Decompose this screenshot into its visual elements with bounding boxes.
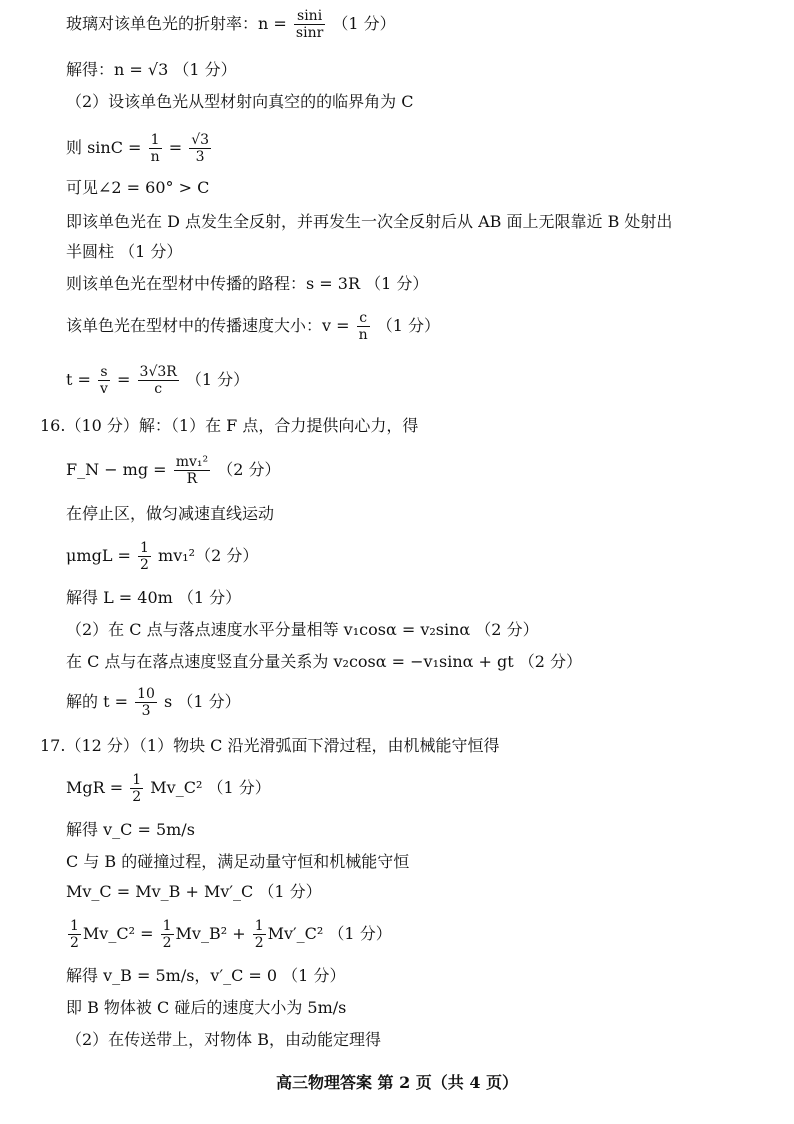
time-result-line: 解的 t = $\frac{10}{3}$ s （1 分） (66, 686, 241, 719)
fraction: $\frac{10}{3}$ (137, 686, 155, 719)
solution-line: 解得：n = √3 （1 分） (66, 60, 237, 79)
page-footer: 高三物理答案 第 2 页（共 4 页） (275, 1073, 519, 1092)
time-line: t = $\frac{s}{v}$ = $\frac{3√3R}{c}$ （1 分） (66, 364, 250, 397)
energy-eq-line: μmgL = $\frac{1}{2}$ mv₁²（2 分） (66, 540, 259, 573)
deceleration-line: 在停止区，做匀减速直线运动 (66, 504, 275, 523)
length-result-line: 解得 L = 40m （1 分） (66, 588, 242, 607)
critical-angle-line: （2）设该单色光从型材射向真空的的临界角为 C (66, 92, 414, 111)
kinetic-energy-line: $\frac{1}{2}$ Mv_C² = $\frac{1}{2}$ Mv_B² + $\frac{1}{2}$ Mv′_C² （1 分） (70, 918, 392, 951)
fraction: $\frac{\sin i}{\sin r}$ (295, 8, 324, 41)
momentum-line: Mv_C = Mv_B + Mv′_C （1 分） (66, 882, 322, 901)
vb-result-line: 解得 v_B = 5m/s，v′_C = 0 （1 分） (66, 966, 346, 985)
fraction: $\frac{1}{2}$ (162, 918, 172, 951)
vc-result-line: 解得 v_C = 5m/s (66, 820, 195, 839)
vertical-velocity-line: 在 C 点与在落点速度竖直分量关系为 v₂cosα = −v₁sinα + gt （2 分） (66, 652, 583, 671)
speed-line: 该单色光在型材中的传播速度大小：v = $\frac{c}{n}$ （1 分） (66, 310, 441, 343)
angle-compare-line: 可见∠2 = 60° > C (66, 178, 210, 197)
refractive-index-line: 玻璃对该单色光的折射率：n = $\frac{\sin i}{\sin r}$ （1 分） (66, 8, 396, 41)
problem-16-heading: 16.（10 分）解：（1）在 F 点，合力提供向心力，得 (40, 416, 419, 435)
total-reflection-line: 即该单色光在 D 点发生全反射，并再发生一次全反射后从 AB 面上无限靠近 B 处射出 (66, 212, 673, 231)
problem-17-heading: 17.（12 分）（1）物块 C 沿光滑弧面下滑过程，由机械能守恒得 (40, 736, 500, 755)
fraction: $\frac{3√3R}{c}$ (139, 364, 177, 397)
fraction: $\frac{c}{n}$ (358, 310, 368, 343)
fraction: $\frac{√3}{3}$ (191, 132, 210, 165)
half-cylinder-line: 半圆柱 （1 分） (66, 242, 183, 261)
fraction: $\frac{1}{2}$ (132, 772, 142, 805)
path-length-line: 则该单色光在型材中传播的路程：s = 3R （1 分） (66, 274, 429, 293)
fraction: $\frac{s}{v}$ (100, 364, 108, 397)
horizontal-velocity-line: （2）在 C 点与落点速度水平分量相等 v₁cosα = v₂sinα （2 分） (66, 620, 539, 639)
mechanical-energy-line: MgR = $\frac{1}{2}$ Mv_C² （1 分） (66, 772, 271, 805)
collision-line: C 与 B 的碰撞过程，满足动量守恒和机械能守恒 (66, 852, 410, 871)
fraction: $\frac{\text{mv₁²}}{R}$ (175, 454, 209, 487)
sinc-line: 则 sinC = $\frac{1}{n}$ = $\frac{√3}{3}$ (66, 132, 210, 165)
conveyor-line: （2）在传送带上，对物体 B，由动能定理得 (66, 1030, 382, 1049)
fraction: $\frac{1}{2}$ (70, 918, 79, 951)
fraction: $\frac{1}{2}$ (254, 918, 264, 951)
centripetal-eq-line: F_N − mg = $\frac{\text{mv₁²}}{R}$ （2 分） (66, 454, 281, 487)
fraction: $\frac{1}{2}$ (140, 540, 149, 573)
fraction: $\frac{1}{n}$ (150, 132, 160, 165)
speed-conclusion-line: 即 B 物体被 C 碰后的速度大小为 5m/s (66, 998, 347, 1017)
